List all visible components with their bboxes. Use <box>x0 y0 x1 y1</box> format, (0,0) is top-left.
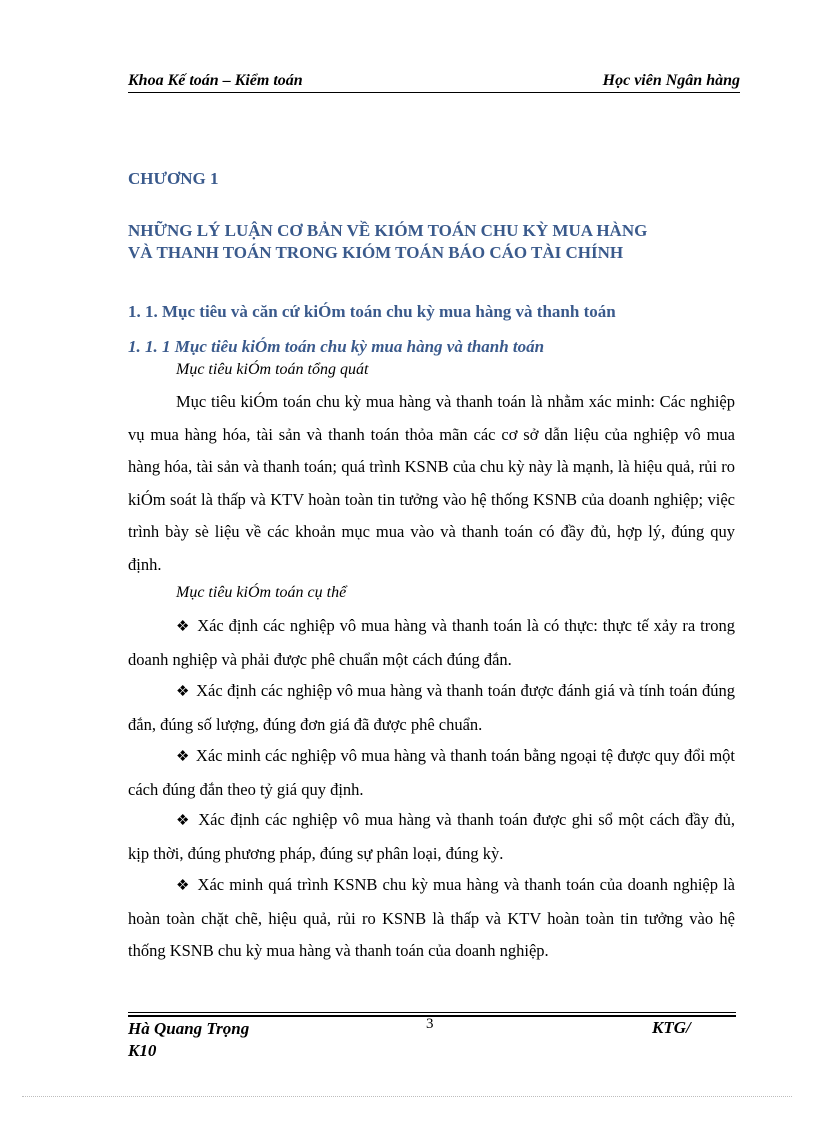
footer-author-name: Hà Quang Trọng <box>128 1019 250 1038</box>
section-1-heading: 1. 1. Mục tiêu và căn cứ kiÓm toán chu kỳ mua hàng và thanh toán <box>128 302 616 321</box>
paragraph-general-objective: Mục tiêu kiÓm toán chu kỳ mua hàng và thanh toán là nhằm xác minh: Các nghiệp vụ mua hàng hóa, tài sản và thanh toán thỏa mãn các cơ sở dẫn liệu của nghiệp vô mua hàng hóa, tài sản và thanh toán; quá trình KSNB của chu kỳ này là mạnh, là hiệu quả, rủi ro kiÓm soát là thấp và KTV hoàn toàn tin tưởng vào hệ thống KSNB của doanh nghiệp; việc trình bày sè liệu về các khoản mục mua vào và thanh toán có đầy đủ, hợp lý, đúng quy định. <box>128 392 735 574</box>
bullet-text: Xác minh các nghiệp vô mua hàng và thanh toán bằng ngoại tệ được quy đổi một cách đúng đắn theo tỷ giá quy định. <box>128 746 735 799</box>
footer-author <box>128 1018 249 1062</box>
diamond-bullet-icon: ❖ <box>176 749 190 765</box>
bullet-text: Xác định các nghiệp vô mua hàng và thanh toán được ghi sổ một cách đầy đủ, kịp thời, đúng phương pháp, đúng sự phân loại, đúng kỳ. <box>128 810 736 863</box>
bullet-text: Xác định các nghiệp vô mua hàng và thanh toán được đánh giá và tính toán đúng đắn, đúng số lượng, đúng đơn giá đã được phê chuẩn. <box>128 681 736 734</box>
chapter-heading: CHƯƠNG 1 <box>128 169 219 188</box>
page-number: 3 <box>426 1016 434 1032</box>
subheading-general-objective: Mục tiêu kiÓm toán tổng quát <box>176 361 369 378</box>
footer-divider-thin <box>128 1012 736 1013</box>
chapter-title <box>128 220 738 264</box>
bullet-item-5 <box>128 869 735 968</box>
footer-author-class: K10 <box>128 1041 157 1060</box>
bullet-item-1 <box>128 610 735 676</box>
diamond-bullet-icon: ❖ <box>176 684 190 700</box>
bullet-item-2 <box>128 675 735 741</box>
subheading-specific-objective: Mục tiêu kiÓm toán cụ thể <box>176 584 347 601</box>
footer-code: KTG/ <box>652 1018 691 1037</box>
bullet-item-4 <box>128 804 735 870</box>
diamond-bullet-icon: ❖ <box>176 813 191 829</box>
bullet-item-3 <box>128 740 735 806</box>
header-institution: Học viên Ngân hàng <box>602 72 740 89</box>
bullet-text: Xác minh quá trình KSNB chu kỳ mua hàng và thanh toán của doanh nghiệp là hoàn toàn chặt chẽ, hiệu quả, rủi ro KSNB là thấp và KTV hoàn toàn tin tưởng vào hệ thống KSNB chu kỳ mua hàng và thanh toán của doanh nghiệp. <box>128 875 736 961</box>
chapter-title-line-2: VÀ THANH TOÁN TRONG KIÓM TOÁN BÁO CÁO TÀI CHÍNH <box>128 243 624 262</box>
page-header <box>128 72 740 93</box>
diamond-bullet-icon: ❖ <box>176 878 191 894</box>
section-1-1-heading: 1. 1. 1 Mục tiêu kiÓm toán chu kỳ mua hàng và thanh toán <box>128 337 545 356</box>
header-faculty: Khoa Kế toán – Kiểm toán <box>128 72 303 89</box>
page-bottom-dotted-border <box>22 1096 792 1097</box>
bullet-text: Xác định các nghiệp vô mua hàng và thanh toán là có thực: thực tế xảy ra trong doanh nghiệp và phải được phê chuẩn một cách đúng đắn. <box>128 616 735 669</box>
diamond-bullet-icon: ❖ <box>176 619 191 635</box>
chapter-title-line-1: NHỮNG LÝ LUẬN CƠ BẢN VỀ KIÓM TOÁN CHU KỲ MUA HÀNG <box>128 221 648 240</box>
